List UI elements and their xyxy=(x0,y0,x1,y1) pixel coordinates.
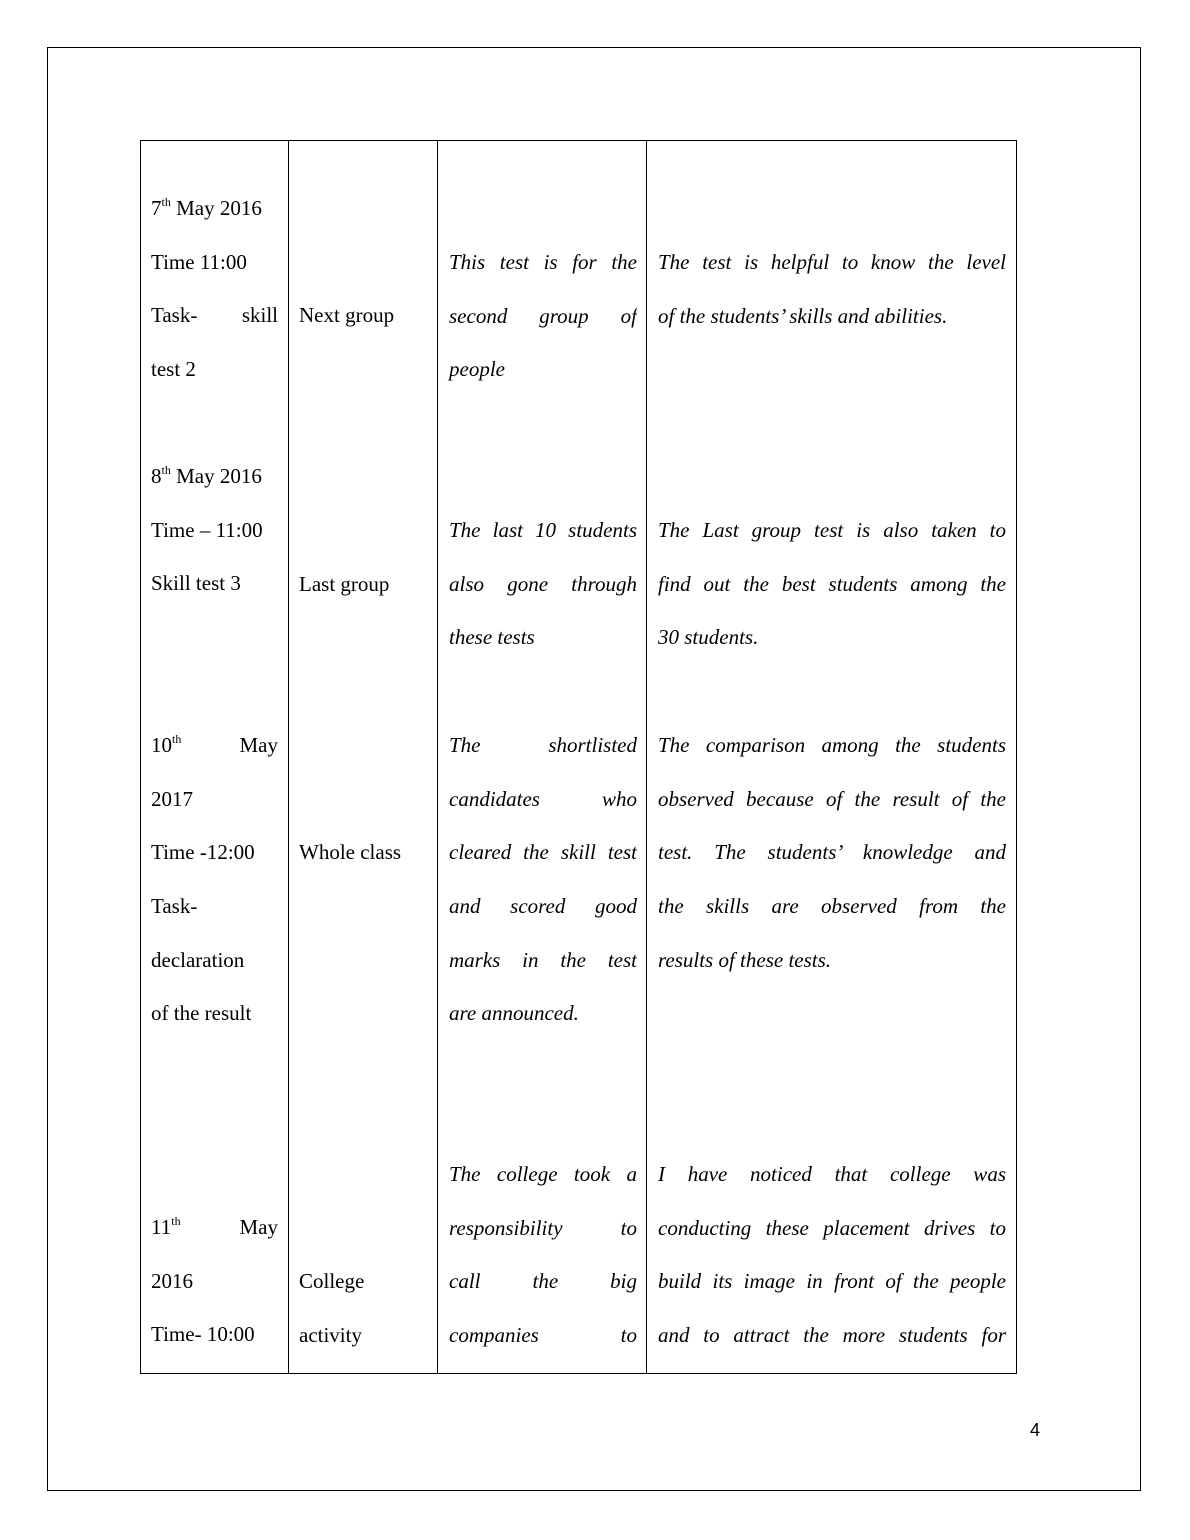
observation-line: conducting these placement drives to xyxy=(658,1215,1006,1240)
observation-line: of the students’ skills and abilities. xyxy=(658,303,948,328)
row-4-observation-cell xyxy=(658,1148,1006,1363)
description-line: The college took a xyxy=(449,1162,637,1186)
observation-line: find out the best students among the xyxy=(658,571,1006,596)
row-3-observation-cell xyxy=(658,719,1006,987)
column-divider xyxy=(646,141,647,1373)
date-line: declaration xyxy=(151,947,245,972)
row-2-group-cell xyxy=(299,558,429,612)
group-label: Last group xyxy=(299,572,390,596)
group-line: activity xyxy=(299,1322,362,1347)
description-line: The shortlisted xyxy=(449,733,637,757)
row-1-description-cell xyxy=(449,236,637,397)
description-line: candidates who xyxy=(449,786,637,811)
observation-line: 30 students. xyxy=(658,625,759,650)
observation-line: The comparison among the students xyxy=(658,733,1006,757)
description-line: these tests xyxy=(449,625,535,650)
date-line: Time – 11:00 xyxy=(151,517,263,542)
row-4-group-cell xyxy=(299,1255,429,1362)
observation-line: test. The students’ knowledge and xyxy=(658,840,1006,865)
observation-line: observed because of the result of the xyxy=(658,786,1006,811)
row-1-group-cell xyxy=(299,289,429,343)
observation-line: the skills are observed from the xyxy=(658,894,1006,919)
row-4-date-cell xyxy=(151,1201,278,1362)
schedule-table xyxy=(140,140,1017,1374)
description-line: This test is for the xyxy=(449,250,637,274)
description-line: second group of xyxy=(449,303,637,328)
description-line: companies to xyxy=(449,1323,637,1348)
row-4-description-cell xyxy=(449,1148,637,1363)
date-line: of the result xyxy=(151,1001,252,1026)
observation-line: build its image in front of the people xyxy=(658,1269,1006,1294)
description-line: call the big xyxy=(449,1269,637,1294)
date-line: Time -12:00 xyxy=(151,840,255,865)
page-number: 4 xyxy=(1030,1420,1041,1440)
description-line: marks in the test xyxy=(449,947,637,972)
date-line: 11th May xyxy=(151,1214,278,1239)
observation-line: The test is helpful to know the level xyxy=(658,250,1006,274)
group-line: College xyxy=(299,1269,365,1293)
row-2-date-cell xyxy=(151,450,278,611)
row-3-group-cell xyxy=(299,826,429,880)
group-label: Next group xyxy=(299,303,395,327)
date-line: Task- xyxy=(151,894,198,919)
row-2-observation-cell xyxy=(658,504,1006,665)
description-line: are announced. xyxy=(449,1001,579,1026)
date-line: 2016 xyxy=(151,1268,193,1293)
date-line: 2017 xyxy=(151,786,193,811)
description-line: cleared the skill test xyxy=(449,840,637,865)
row-1-date-cell xyxy=(151,182,278,397)
description-line: also gone through xyxy=(449,571,637,596)
date-line: Task- skill xyxy=(151,303,278,328)
description-line: responsibility to xyxy=(449,1215,637,1240)
observation-line: The Last group test is also taken to xyxy=(658,518,1006,542)
description-line: people xyxy=(449,357,505,382)
description-line: The last 10 students xyxy=(449,518,637,542)
observation-line: results of these tests. xyxy=(658,947,832,972)
date-line: test 2 xyxy=(151,357,196,382)
date-line: 10th May xyxy=(151,732,278,757)
row-1-observation-cell xyxy=(658,236,1006,343)
date-line: Skill test 3 xyxy=(151,571,241,596)
date-line: 8th May 2016 xyxy=(151,463,262,488)
row-2-description-cell xyxy=(449,504,637,665)
date-line: 7th May 2016 xyxy=(151,195,262,220)
column-divider xyxy=(437,141,438,1373)
observation-line: and to attract the more students for xyxy=(658,1323,1006,1348)
row-3-description-cell xyxy=(449,719,637,1041)
description-line: and scored good xyxy=(449,894,637,919)
row-3-date-cell xyxy=(151,719,278,1041)
observation-line: I have noticed that college was xyxy=(658,1162,1006,1186)
date-line: Time 11:00 xyxy=(151,249,247,274)
column-divider xyxy=(288,141,289,1373)
date-line: Time- 10:00 xyxy=(151,1322,255,1347)
group-label: Whole class xyxy=(299,840,402,864)
